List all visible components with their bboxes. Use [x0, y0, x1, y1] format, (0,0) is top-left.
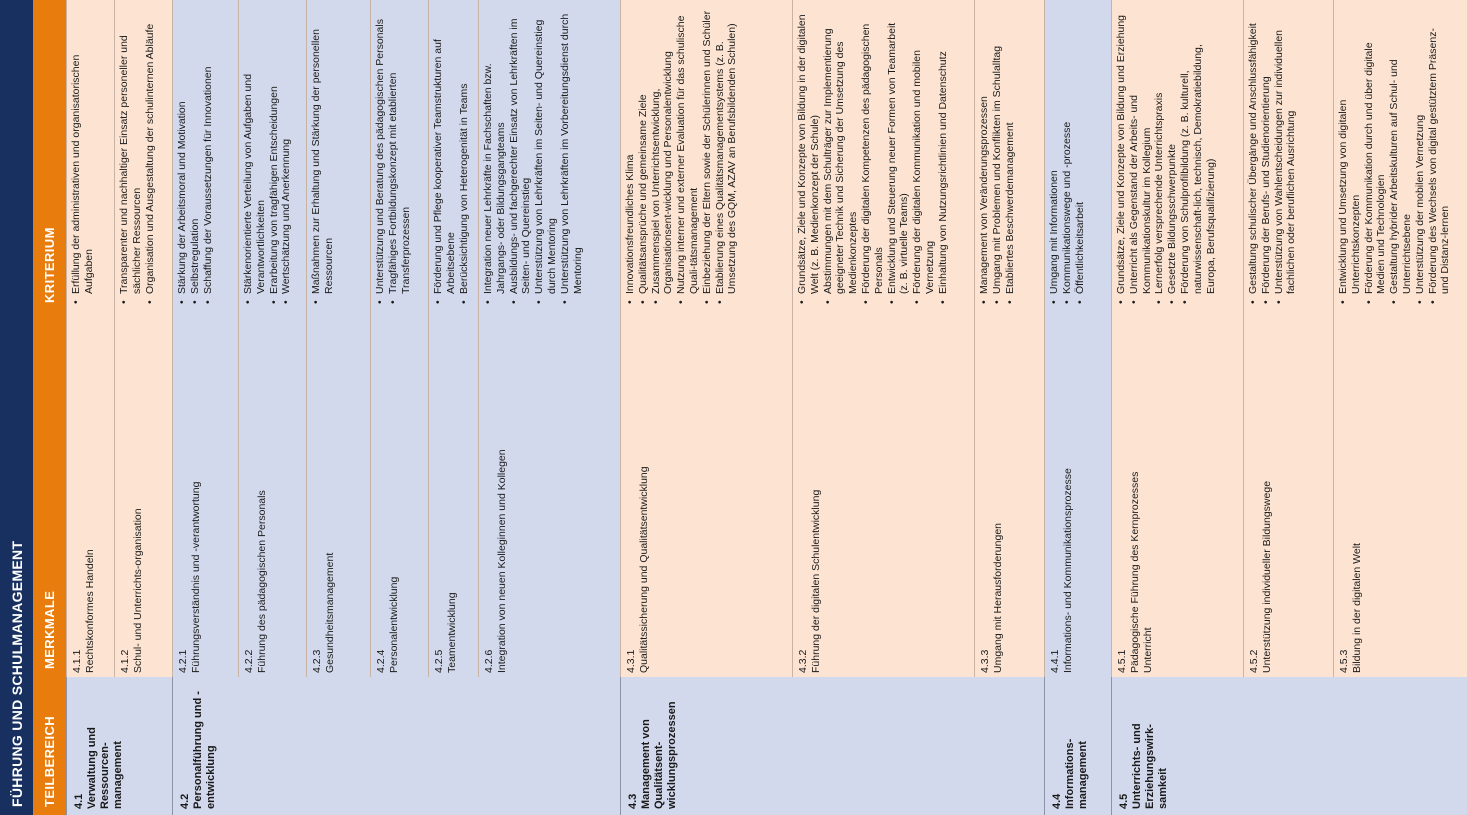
teilbereich-4-1 [66, 677, 172, 815]
kriterium-item: • Gesetzte Bildungsschwerpunkte [1166, 9, 1179, 305]
merkmal-name: Qualitätssicherung und Qualitätsentwicklung [638, 466, 650, 673]
kriterium-item: • Qualitätsansprüche und gemeinsame Ziele [637, 9, 650, 305]
merkmal-name: Teamentwicklung [446, 592, 458, 673]
kriterium-list [310, 9, 336, 305]
kriterium-item: • Kommunikationswege und -prozesse [1061, 9, 1074, 305]
merkmal-name: Umgang mit Herausforderungen [992, 523, 1004, 673]
teilbereich-name: Informations-management [1064, 738, 1090, 809]
teilbereich-name: Unterrichts- und Erziehungswirk-samkeit [1131, 723, 1170, 809]
merkmal-name: Führung des pädagogischen Personals [256, 490, 268, 673]
teilbereich-4-5 [1111, 677, 1467, 815]
merkmal-name: Rechtskonformes Handeln [84, 549, 96, 673]
merkmal-number: 4.5.2 [1248, 649, 1260, 673]
merkmal-number: 4.2.2 [243, 649, 255, 673]
merkmal-number: 4.1.1 [71, 649, 83, 673]
kriterium-list [242, 9, 293, 305]
teilbereich-4-3 [620, 677, 1044, 815]
merkmal-name: Pädagogische Führung des Kernprozesses Unterricht [1129, 471, 1154, 673]
merkmal-number: 4.4.1 [1049, 649, 1061, 673]
kriterium-item: • Einhaltung von Nutzungsrichtlinien und Datenschutz [937, 9, 950, 305]
kriterium-item: • Förderung der Berufs- und Studienorientierung [1260, 9, 1273, 305]
kriterium-item: • Organisation und Ausgestaltung der schulinternen Abläufe [144, 9, 157, 305]
column-header-bar [33, 0, 66, 815]
kriterium-list [70, 9, 96, 305]
teilbereich-number: 4.1 [73, 793, 85, 809]
kriterium-item: • Förderung des Wechsels von digital gestütztem Präsenz- und Distanz-lernen [1427, 9, 1453, 305]
merkmal-name: Schul- und Unterrichts-organisation [132, 508, 144, 673]
kriterium-list [432, 9, 470, 305]
header-teilbereich: TEILBEREICH [42, 715, 57, 807]
kriterium-item: • Umgang mit Problemen und Konflikten im Schulalltag [991, 9, 1004, 305]
header-kriterium: KRITERIUM [42, 227, 57, 303]
merkmal-name: Führung der digitalen Schulentwicklung [810, 489, 822, 673]
kriterium-item: • Abstimmungen mit dem Schulträger zur Implementierung geeigneter Technik und Sicherung der Umsetzung des Medienkonzeptes [822, 9, 860, 305]
kriterium-item: • Tragfähiges Fortbildungskonzept mit etablierten Transferprozessen [387, 9, 413, 305]
merkmal-row [1243, 0, 1333, 677]
header-merkmale: MERKMALE [42, 590, 57, 669]
kriterium-item: • Zusammenspiel von Unterrichtsentwicklung, Organisationsent-wicklung und Personalentwicklung [650, 9, 676, 305]
merkmal-number: 4.3.1 [625, 649, 637, 673]
merkmal-number: 4.1.2 [119, 649, 131, 673]
kriterium-list [978, 9, 1016, 305]
merkmal-row [478, 0, 620, 677]
kriterium-item: • Lernerfolg versprechende Unterrichtspraxis [1153, 9, 1166, 305]
kriterium-item: • Entwicklung und Steuerung neuer Formen von Teamarbeit (z. B. virtuelle Teams) [886, 9, 912, 305]
kriterium-item: • Gestaltung schulischer Übergänge und Anschlussfähigkeit [1247, 9, 1260, 305]
merkmal-row [114, 0, 172, 677]
kriterium-item: • Transparenter und nachhaltiger Einsatz personeller und sächlicher Ressourcen [118, 9, 144, 305]
teilbereich-number: 4.2 [179, 793, 191, 809]
kriterium-list [118, 9, 156, 305]
kriterium-item: • Förderung der digitalen Kompetenzen des pädagogischen Personals [860, 9, 886, 305]
kriterium-item: • Stärkung der Arbeitsmoral und Motivation [176, 9, 189, 305]
kriterium-item: • Öffentlichkeitsarbeit [1074, 9, 1087, 305]
kriterium-item: • Erfüllung der administrativen und organisatorischen Aufgaben [70, 9, 96, 305]
merkmal-number: 4.2.4 [375, 649, 387, 673]
kriterium-item: • Erarbeitung von tragfähigen Entscheidungen [268, 9, 281, 305]
merkmal-name: Integration von neuen Kolleginnen und Kollegen [496, 449, 508, 673]
merkmal-name: Führungsverständnis und -verantwortung [190, 481, 202, 673]
kriterium-item: • Förderung und Pflege kooperativer Teamstrukturen auf Arbeitsebene [432, 9, 458, 305]
merkmal-number: 4.2.5 [433, 649, 445, 673]
kriterium-item: • Unterstützung und Beratung des pädagogischen Personals [374, 9, 387, 305]
kriterium-item: • Unterstützung der mobilen Vernetzung [1414, 9, 1427, 305]
kriterium-item: • Umgang mit Informationen [1048, 9, 1061, 305]
merkmal-name: Bildung in der digitalen Welt [1351, 543, 1363, 673]
teilbereich-number: 4.5 [1118, 793, 1130, 809]
section-title: FÜHRUNG UND SCHULMANAGEMENT [8, 540, 25, 807]
kriterium-item: • Stärkenorientierte Verteilung von Aufgaben und Verantwortlichkeiten [242, 9, 268, 305]
kriterium-item: • Selbstregulation [189, 9, 202, 305]
merkmal-name: Unterstützung individueller Bildungswege [1261, 480, 1273, 673]
kriterium-item: • Unterstützung von Wahlentscheidungen zur individuellen fachlichen oder beruflichen Ausrichtung [1273, 9, 1299, 305]
teilbereich-number: 4.4 [1051, 793, 1063, 809]
kriterium-item: • Unterstützung von Lehrkräften im Vorbereitungsdienst durch Mentoring [559, 9, 585, 305]
kriterium-item: • Einbeziehung der Eltern sowie der Schülerinnen und Schüler [701, 9, 714, 305]
kriterium-item: • Berücksichtigung von Heterogenität in Teams [458, 9, 471, 305]
teilbereich-name: Personalführung und -entwicklung [192, 691, 218, 809]
merkmal-name: Gesundheitsmanagement [324, 552, 336, 673]
kriterium-item: • Förderung von Schulprofilbildung (z. B. kulturell, naturwissenschaft-lich, technisch, Demokratiebildung, Europa, Berufsqualifizierung) [1179, 9, 1217, 305]
kriterium-item: • Management von Veränderungsprozessen [978, 9, 991, 305]
kriterium-list [1048, 9, 1086, 305]
kriterium-item: • Entwicklung und Umsetzung von digitalen Unterrichtskonzepten [1337, 9, 1363, 305]
merkmal-row [370, 0, 428, 677]
merkmal-row [66, 0, 114, 677]
merkmal-row [620, 0, 792, 677]
merkmal-number: 4.3.2 [797, 649, 809, 673]
merkmal-number: 4.2.6 [483, 649, 495, 673]
merkmal-row [172, 0, 238, 677]
merkmal-row [428, 0, 478, 677]
section-title-bar [0, 0, 33, 815]
kriterium-item: • Wertschätzung und Anerkennung [280, 9, 293, 305]
kriterium-item: • Gestaltung hybrider Arbeitskulturen auf Schul- und Unterrichtsebene [1388, 9, 1414, 305]
kriterium-item: • Integration neuer Lehrkräfte in Fachschaften bzw. Jahrgangs- oder Bildungsgangteams [482, 9, 508, 305]
kriterium-list [796, 9, 950, 305]
kriterium-list [624, 9, 739, 305]
merkmal-row [792, 0, 974, 677]
kriterium-list [374, 9, 412, 305]
merkmal-row [238, 0, 306, 677]
merkmal-row [306, 0, 370, 677]
kriterium-list [1247, 9, 1298, 305]
kriterium-item: • Grundsätze, Ziele und Konzepte von Bildung und Erziehung [1115, 9, 1128, 305]
kriterium-list [482, 9, 584, 305]
kriterium-item: • Unterstützung von Lehrkräften im Seiten- und Quereinstieg durch Mentoring [533, 9, 559, 305]
merkmal-name: Personalentwicklung [388, 576, 400, 673]
kriterium-item: • Unterricht als Gegenstand der Arbeits- und Kommunikationskultur im Kollegium [1128, 9, 1154, 305]
merkmal-number: 4.2.3 [311, 649, 323, 673]
kriterium-item: • Förderung der Kommunikation durch und über digitale Medien und Technologien [1363, 9, 1389, 305]
kriterium-item: • Ausbildungs- und fachgerechter Einsatz von Lehrkräften im Seiten- und Quereinstieg [508, 9, 534, 305]
kriterium-list [176, 9, 214, 305]
merkmal-number: 4.5.3 [1338, 649, 1350, 673]
kriterium-item: • Maßnahmen zur Erhaltung und Stärkung der personellen Ressourcen [310, 9, 336, 305]
teilbereich-name: Management von Qualitätsent-wicklungsprozessen [640, 701, 679, 809]
merkmal-row [1044, 0, 1111, 677]
kriterium-list [1115, 9, 1217, 305]
criteria-table [66, 0, 1467, 815]
merkmal-number: 4.2.1 [177, 649, 189, 673]
merkmal-row [1111, 0, 1243, 677]
teilbereich-4-4 [1044, 677, 1111, 815]
kriterium-item: • Nutzung interner und externer Evaluation für das schulische Quali-tätsmanagement [675, 9, 701, 305]
merkmal-name: Informations- und Kommunikationsprozesse [1062, 468, 1074, 673]
kriterium-item: • Förderung der digitalen Kommunikation und mobilen Vernetzung [911, 9, 937, 305]
teilbereich-4-2 [172, 677, 620, 815]
kriterium-item: • Grundsätze, Ziele und Konzepte von Bildung in der digitalen Welt (z. B. Medienkonzept der Schule) [796, 9, 822, 305]
kriterium-item: • Etabliertes Beschwerdemanagement [1004, 9, 1017, 305]
teilbereich-name: Verwaltung und Ressourcen-management [86, 727, 125, 809]
kriterium-item: • Etablierung eines Qualitätsmanagementsystems (z. B. Umsetzung des GQM, AZAV an Berufsbildenden Schulen) [714, 9, 740, 305]
merkmal-number: 4.5.1 [1116, 649, 1128, 673]
merkmal-number: 4.3.3 [979, 649, 991, 673]
teilbereich-number: 4.3 [627, 793, 639, 809]
kriterium-item: • Innovationsfreundliches Klima [624, 9, 637, 305]
kriterium-item: • Schaffung der Voraussetzungen für Innovationen [202, 9, 215, 305]
merkmal-row [974, 0, 1044, 677]
kriterium-list [1337, 9, 1452, 305]
merkmal-row [1333, 0, 1467, 677]
